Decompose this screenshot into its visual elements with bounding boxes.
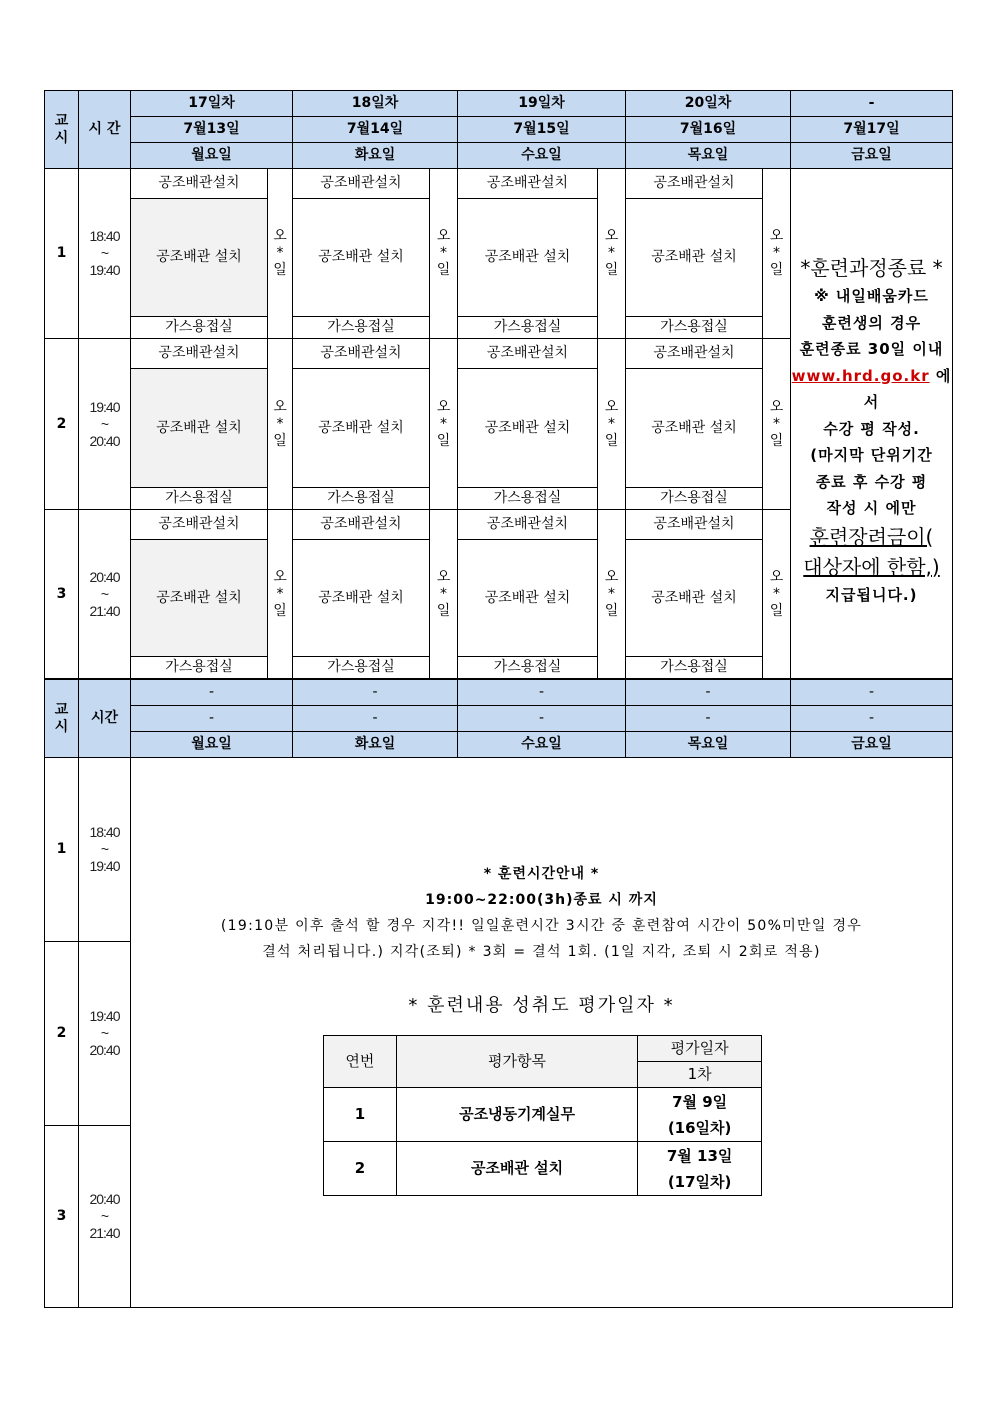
eval-day-text: (16일차) <box>667 1118 732 1137</box>
eval-header-round: 1차 <box>638 1062 762 1088</box>
header-dash: - <box>625 705 791 732</box>
time-sep: ~ <box>100 1208 109 1224</box>
header-dash: - <box>130 679 293 706</box>
period-time <box>78 338 131 510</box>
time-end: 21:40 <box>89 602 120 619</box>
notice-line: *훈련과정종료 * <box>800 256 943 280</box>
eval-date <box>638 1142 762 1196</box>
header-weekday: 목요일 <box>625 142 791 169</box>
notice-line-rest: 에서 <box>863 366 952 411</box>
notice-line: 종료 후 수강 평 <box>815 472 928 491</box>
header-period-char: 교 <box>54 701 69 718</box>
eval-date-text: 7월 9일 <box>672 1092 728 1111</box>
room-label: 가스용접실 <box>292 656 430 679</box>
ojt-cell <box>762 168 791 339</box>
eval-date <box>638 1088 762 1142</box>
time-start: 20:40 <box>89 1191 120 1207</box>
ojt-char: * <box>608 415 615 432</box>
header-period <box>44 90 79 169</box>
ojt-char: 일 <box>769 432 784 449</box>
info-line: 결석 처리됩니다.) 지각(조퇴) * 3회 = 결석 1회. (1일 지각, 조퇴 시 2회로 적용) <box>262 944 821 960</box>
room-label: 가스용접실 <box>625 316 763 339</box>
ojt-char: 오 <box>769 398 784 415</box>
ojt-cell <box>267 168 293 339</box>
time-end: 19:40 <box>89 858 120 874</box>
info-line: 19:00~22:00(3h)종료 시 까지 <box>425 892 658 908</box>
header-dash: - <box>292 705 458 732</box>
ojt-char: 일 <box>273 262 287 278</box>
module-label: 공조배관설치 <box>625 509 763 540</box>
header-period-char: 시 <box>54 718 69 735</box>
time-end: 20:40 <box>89 1042 120 1058</box>
training-time-info <box>131 861 952 965</box>
module-label: 공조배관설치 <box>130 338 268 369</box>
ojt-cell <box>597 168 626 339</box>
ojt-char: 오 <box>769 568 784 585</box>
header-dash: - <box>790 705 953 732</box>
time-end: 19:40 <box>89 262 120 278</box>
room-label: 가스용접실 <box>625 487 763 510</box>
table-row <box>324 1142 762 1196</box>
time-end: 21:40 <box>89 1225 120 1241</box>
subject-cell: 공조배관 설치 <box>457 539 598 657</box>
ojt-cell <box>429 509 458 679</box>
room-label: 가스용접실 <box>457 656 598 679</box>
ojt-char: * <box>773 245 780 261</box>
module-label: 공조배관설치 <box>457 509 598 540</box>
eval-item: 공조배관 설치 <box>396 1142 637 1196</box>
header-time-bottom: 시간 <box>78 679 131 758</box>
period-time <box>78 1125 131 1308</box>
hrd-link[interactable]: www.hrd.go.kr <box>791 366 930 385</box>
notice-line: 수강 평 작성. <box>823 419 920 438</box>
header-period-char: 교 <box>54 112 69 129</box>
header-date: 7월14일 <box>292 116 458 143</box>
room-label: 가스용접실 <box>457 487 598 510</box>
room-label: 가스용접실 <box>130 487 268 510</box>
header-weekday: 월요일 <box>130 142 293 169</box>
subject-cell: 공조배관 설치 <box>625 539 763 657</box>
module-label: 공조배관설치 <box>130 168 268 199</box>
ojt-cell <box>762 509 791 679</box>
ojt-char: 오 <box>436 398 451 415</box>
room-label: 가스용접실 <box>292 316 430 339</box>
header-weekday: 수요일 <box>457 731 626 758</box>
notice-line: 훈련종료 30일 이내 <box>799 340 944 358</box>
ojt-char: 오 <box>604 228 619 244</box>
header-weekday: 금요일 <box>790 142 953 169</box>
training-info-area <box>130 757 953 1308</box>
ojt-char: 일 <box>273 432 287 449</box>
ojt-char: * <box>440 245 447 261</box>
ojt-cell <box>762 338 791 510</box>
header-dash: - <box>790 679 953 706</box>
ojt-char: 일 <box>604 262 619 278</box>
ojt-char: 일 <box>436 432 451 449</box>
ojt-char: * <box>276 585 284 602</box>
header-time: 시 간 <box>78 90 131 169</box>
ojt-char: * <box>608 245 615 261</box>
header-date: 7월16일 <box>625 116 791 143</box>
subject-cell: 공조배관 설치 <box>625 368 763 488</box>
time-sep: ~ <box>100 585 109 602</box>
ojt-char: * <box>608 585 615 602</box>
eval-table <box>323 1035 762 1196</box>
ojt-char: 일 <box>769 602 784 619</box>
period-number: 3 <box>44 1125 79 1308</box>
ojt-cell <box>267 338 293 510</box>
period-time <box>78 941 131 1126</box>
ojt-cell <box>429 168 458 339</box>
notice-line: 작성 시 에만 <box>826 499 917 517</box>
ojt-cell <box>429 338 458 510</box>
header-weekday: 수요일 <box>457 142 626 169</box>
notice-line: 훈련생의 경우 <box>821 313 922 332</box>
header-period-bottom <box>44 679 79 758</box>
subject-cell: 공조배관 설치 <box>292 539 430 657</box>
eval-no: 2 <box>324 1142 397 1196</box>
period-number: 1 <box>44 168 79 339</box>
notice-line: (마지막 단위기간 <box>810 446 933 464</box>
info-line: (19:10분 이후 출석 할 경우 지각!! 일일훈련시간 3시간 중 훈련참여 시간이 50%미만일 경우 <box>220 918 863 934</box>
header-weekday: 금요일 <box>790 731 953 758</box>
header-weekday: 목요일 <box>625 731 791 758</box>
ojt-char: 오 <box>604 398 619 415</box>
time-start: 18:40 <box>89 228 120 244</box>
period-number: 1 <box>44 757 79 942</box>
ojt-char: 일 <box>436 602 451 619</box>
ojt-char: * <box>440 415 447 432</box>
notice-text <box>791 169 952 608</box>
ojt-char: 오 <box>273 568 287 585</box>
module-label: 공조배관설치 <box>457 338 598 369</box>
ojt-char: * <box>773 415 780 432</box>
ojt-cell <box>597 509 626 679</box>
ojt-char: 오 <box>604 568 619 585</box>
ojt-char: 오 <box>769 228 784 244</box>
eval-header-date: 평가일자 <box>638 1036 762 1062</box>
time-end: 20:40 <box>89 432 120 449</box>
time-start: 19:40 <box>89 1008 120 1024</box>
header-dash: - <box>457 679 626 706</box>
course-end-notice <box>790 168 953 679</box>
ojt-char: 일 <box>604 432 619 449</box>
period-number: 2 <box>44 941 79 1126</box>
module-label: 공조배관설치 <box>130 509 268 540</box>
module-label: 공조배관설치 <box>292 168 430 199</box>
eval-date-text: 7월 13일 <box>666 1146 733 1165</box>
header-dash: - <box>457 705 626 732</box>
ojt-char: 일 <box>604 602 619 619</box>
period-time <box>78 168 131 339</box>
header-weekday: 월요일 <box>130 731 293 758</box>
time-start: 20:40 <box>89 568 120 585</box>
subject-cell: 공조배관 설치 <box>130 198 268 317</box>
ojt-char: * <box>276 245 284 261</box>
eval-no: 1 <box>324 1088 397 1142</box>
eval-day-text: (17일차) <box>667 1172 732 1191</box>
subject-cell: 공조배관 설치 <box>457 368 598 488</box>
time-sep: ~ <box>100 1025 109 1041</box>
header-period-char: 시 <box>54 129 69 146</box>
module-label: 공조배관설치 <box>292 509 430 540</box>
time-sep: ~ <box>100 415 109 432</box>
table-row <box>324 1088 762 1142</box>
header-weekday: 화요일 <box>292 731 458 758</box>
header-day-no: 19일차 <box>457 90 626 117</box>
eval-title: * 훈련내용 성취도 평가일자 * <box>408 995 675 1016</box>
time-sep: ~ <box>100 245 109 261</box>
room-label: 가스용접실 <box>457 316 598 339</box>
notice-line: 대상자에 한함,) <box>803 554 940 579</box>
ojt-char: 오 <box>436 228 451 244</box>
time-start: 18:40 <box>89 824 120 840</box>
time-sep: ~ <box>100 841 109 857</box>
ojt-char: 오 <box>273 398 287 415</box>
period-time <box>78 509 131 679</box>
header-dash: - <box>292 679 458 706</box>
period-number: 2 <box>44 338 79 510</box>
ojt-char: 일 <box>769 262 784 278</box>
header-day-no: - <box>790 90 953 117</box>
room-label: 가스용접실 <box>130 656 268 679</box>
ojt-char: 오 <box>436 568 451 585</box>
header-dash: - <box>625 679 791 706</box>
notice-line: 훈련장려금이( <box>809 524 934 549</box>
ojt-char: * <box>773 585 780 602</box>
info-line: * 훈련시간안내 * <box>483 866 600 882</box>
notice-line <box>791 363 952 416</box>
subject-cell: 공조배관 설치 <box>292 198 430 317</box>
header-date: 7월13일 <box>130 116 293 143</box>
subject-cell: 공조배관 설치 <box>457 198 598 317</box>
module-label: 공조배관설치 <box>625 338 763 369</box>
header-day-no: 18일차 <box>292 90 458 117</box>
ojt-char: * <box>440 585 447 602</box>
eval-header-item: 평가항목 <box>396 1036 637 1088</box>
notice-line: 지급됩니다.) <box>825 585 918 604</box>
ojt-char: * <box>276 415 284 432</box>
ojt-cell <box>597 338 626 510</box>
notice-line: ※ 내일배움카드 <box>814 287 929 305</box>
header-date: 7월15일 <box>457 116 626 143</box>
subject-cell: 공조배관 설치 <box>130 539 268 657</box>
header-weekday: 화요일 <box>292 142 458 169</box>
header-day-no: 20일차 <box>625 90 791 117</box>
ojt-cell <box>267 509 293 679</box>
module-label: 공조배관설치 <box>292 338 430 369</box>
module-label: 공조배관설치 <box>625 168 763 199</box>
ojt-char: 오 <box>273 228 287 244</box>
subject-cell: 공조배관 설치 <box>130 368 268 488</box>
eval-item: 공조냉동기계실무 <box>396 1088 637 1142</box>
room-label: 가스용접실 <box>292 487 430 510</box>
eval-header-no: 연번 <box>324 1036 397 1088</box>
room-label: 가스용접실 <box>130 316 268 339</box>
header-day-no: 17일차 <box>130 90 293 117</box>
ojt-char: 일 <box>436 262 451 278</box>
period-time <box>78 757 131 942</box>
room-label: 가스용접실 <box>625 656 763 679</box>
header-date: 7월17일 <box>790 116 953 143</box>
subject-cell: 공조배관 설치 <box>292 368 430 488</box>
time-start: 19:40 <box>89 398 120 415</box>
header-dash: - <box>130 705 293 732</box>
module-label: 공조배관설치 <box>457 168 598 199</box>
period-number: 3 <box>44 509 79 679</box>
subject-cell: 공조배관 설치 <box>625 198 763 317</box>
ojt-char: 일 <box>273 602 287 619</box>
